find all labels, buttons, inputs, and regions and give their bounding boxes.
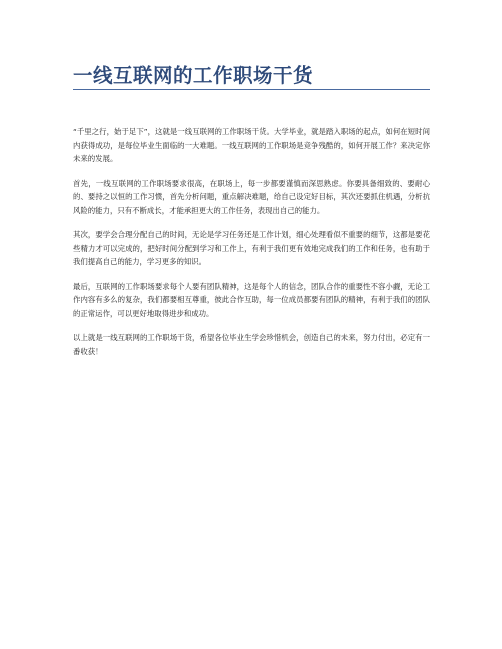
paragraph-intro: “千里之行，始于足下”，这就是一线互联网的工作职场干货。大学毕业，就是踏入职场的起点，如何在短时间内获得成功，是每位毕业生面临的一大难题。一线互联网的工作职场是竞争残酷的，如何开展工作？来决定你未来的发展。 [73,127,430,163]
paragraph-conclusion: 以上就是一线互联网的工作职场干货，希望各位毕业生学会珍惜机会，创造自己的未来，努力付出，必定有一番收获！ [73,333,430,356]
document-body [73,125,430,369]
paragraph-first: 首先，一线互联网的工作职场要求很高，在职场上，每一步都要谨慎而深思熟虑。你要具备细致的、要耐心的、要持之以恒的工作习惯，首先分析问题，重点解决难题，给自己设定好目标，其次还要抓住机遇，分析抗风险的能力，只有不断成长，才能承担更大的工作任务，表现出自己的能力。 [73,178,430,215]
title-divider [73,89,430,90]
document-title: 一线互联网的工作职场干货 [73,64,314,87]
paragraph-second: 其次，要学会合理分配自己的时间，无论是学习任务还是工作计划，细心处理看似不重要的细节，这都是要花些精力才可以完成的，把好时间分配到学习和工作上，有利于我们更有效地完成我们的工作和任务，也有助于我们提高自己的能力，学习更多的知识。 [73,230,430,266]
paragraph-last: 最后，互联网的工作职场要求每个人要有团队精神，这是每个人的信念，团队合作的重要性不容小觑，无论工作内容有多么的复杂，我们都要相互尊重，彼此合作互助，每一位成员都要有团队的精神，有利于我们的团队的正常运作，可以更好地取得进步和成功。 [73,281,430,318]
